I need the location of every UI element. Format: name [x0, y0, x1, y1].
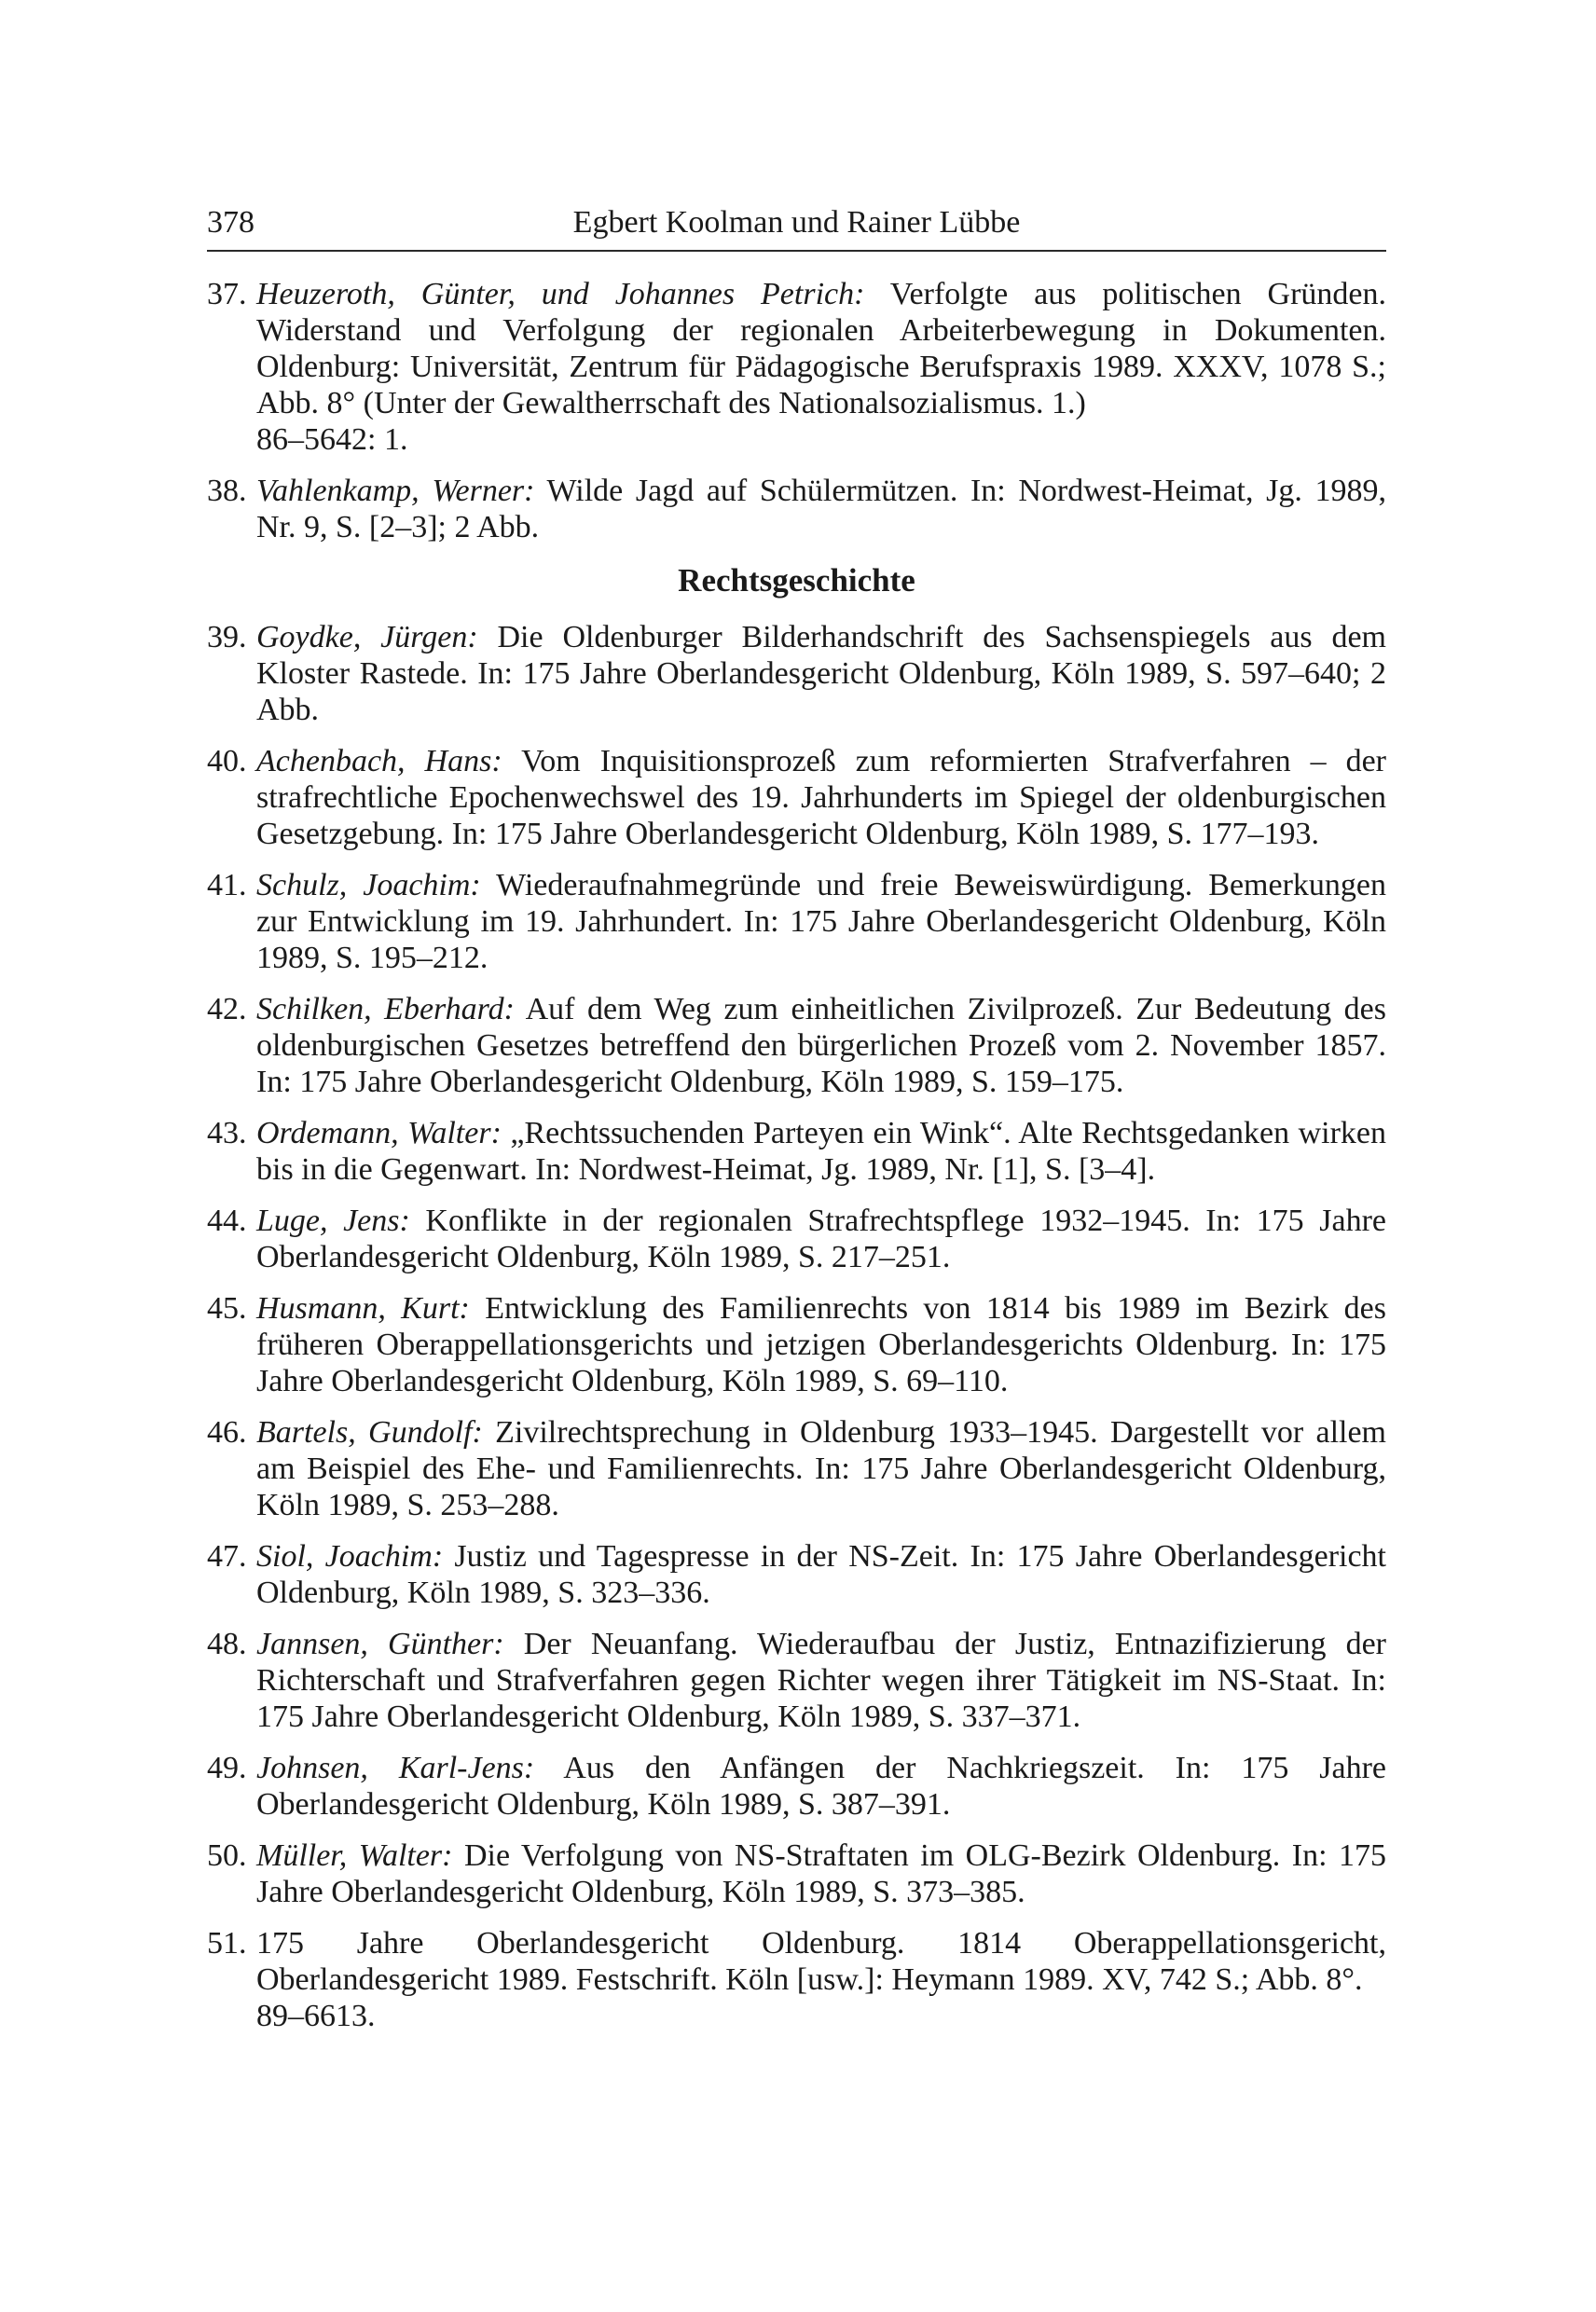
entry-text: Auf dem Weg zum einheitlichen Zivilprozeß. Zur Bedeutung des oldenburgischen Gesetzes betreffend den bürgerlichen Prozeß vom 2. November 1857. In: 175 Jahre Oberlandesgericht Oldenburg, Köln 1989, S. 159–175.: [256, 992, 1387, 1099]
page-number: 378: [207, 205, 255, 240]
entry-text: Vom Inquisitionsprozeß zum reformierten Strafverfahren – der strafrechtliche Epochenwechswel des 19. Jahrhunderts im Spiegel der oldenburgischen Gesetzgebung. In: 175 Jahre Oberlandesgericht Oldenburg, Köln 1989, S. 177–193.: [256, 744, 1386, 851]
entry-author: Ordemann, Walter:: [256, 1116, 502, 1150]
bibliography-entry: [207, 619, 1386, 728]
bibliography-entry: [207, 1203, 1386, 1275]
entry-text: Die Oldenburger Bilderhandschrift des Sachsenspiegels aus dem Kloster Rastede. In: 175 Jahre Oberlandesgericht Oldenburg, Köln 1989, S. 597–640; 2 Abb.: [256, 620, 1386, 727]
entry-number: 47.: [207, 1539, 247, 1574]
entry-author: Müller, Walter:: [256, 1838, 453, 1873]
entry-number: 43.: [207, 1116, 247, 1150]
entry-author: Goydke, Jürgen:: [256, 620, 478, 654]
entry-number: 39.: [207, 620, 247, 654]
entry-number: 40.: [207, 744, 247, 778]
entry-author: Jannsen, Günther:: [256, 1627, 504, 1661]
bibliography-entry: [207, 991, 1386, 1100]
bibliography-entry: [207, 743, 1386, 852]
bibliography-entry: [207, 1115, 1386, 1188]
entry-signature: 86–5642: 1.: [256, 422, 408, 457]
bibliography-entry: [207, 473, 1386, 545]
bibliography-entry: [207, 1626, 1386, 1735]
entry-author: Siol, Joachim:: [256, 1539, 444, 1574]
entry-text: 175 Jahre Oberlandesgericht Oldenburg. 1814 Oberappellationsgericht, Oberlandesgericht 1989. Festschrift. Köln [usw.]: Heymann 1989. XV, 742 S.; Abb. 8°.: [256, 1926, 1386, 1997]
entry-text: „Rechtssuchenden Parteyen ein Wink“. Alte Rechtsgedanken wirken bis in die Gegenwart. In: Nordwest-Heimat, Jg. 1989, Nr. [1], S. [3–4].: [256, 1116, 1387, 1187]
entry-author: Achenbach, Hans:: [256, 744, 502, 778]
entry-text: Justiz und Tagespresse in der NS-Zeit. In: 175 Jahre Oberlandesgericht Oldenburg, Köln 1989, S. 323–336.: [256, 1539, 1387, 1610]
entry-number: 49.: [207, 1751, 247, 1785]
entry-signature: 89–6613.: [256, 1999, 376, 2033]
bibliography-list: [207, 276, 1386, 2049]
entry-author: Schulz, Joachim:: [256, 868, 481, 902]
entry-author: Bartels, Gundolf:: [256, 1415, 483, 1450]
bibliography-entry: [207, 276, 1386, 458]
entry-text: Zivilrechtsprechung in Oldenburg 1933–1945. Dargestellt vor allem am Beispiel des Ehe- und Familienrechts. In: 175 Jahre Oberlandesgericht Oldenburg, Köln 1989, S. 253–288.: [256, 1415, 1386, 1522]
entry-author: Johnsen, Karl-Jens:: [256, 1751, 535, 1785]
entry-text: Wilde Jagd auf Schülermützen. In: Nordwest-Heimat, Jg. 1989, Nr. 9, S. [2–3]; 2 Abb.: [256, 474, 1386, 544]
entry-text: Verfolgte aus politischen Gründen. Widerstand und Verfolgung der regionalen Arbeiterbewegung in Dokumenten. Oldenburg: Universität, Zentrum für Pädagogische Berufspraxis 1989. XXXV, 1078 S.; Abb. 8° (Unter der Gewaltherrschaft des Nationalsozialismus. 1.): [256, 277, 1386, 420]
entry-number: 48.: [207, 1627, 247, 1661]
bibliography-entry: [207, 1837, 1386, 1910]
entry-text: Entwicklung des Familienrechts von 1814 bis 1989 im Bezirk des früheren Oberappellationsgerichts und jetzigen Oberlandesgerichts Oldenburg. In: 175 Jahre Oberlandesgericht Oldenburg, Köln 1989, S. 69–110.: [256, 1291, 1386, 1398]
entry-number: 45.: [207, 1291, 247, 1326]
entry-number: 51.: [207, 1926, 247, 1961]
entry-author: Luge, Jens:: [256, 1204, 410, 1238]
entry-text: Der Neuanfang. Wiederaufbau der Justiz, Entnazifizierung der Richterschaft und Strafverfahren gegen Richter wegen ihrer Tätigkeit im NS-Staat. In: 175 Jahre Oberlandesgericht Oldenburg, Köln 1989, S. 337–371.: [256, 1627, 1386, 1734]
entries-before: [207, 276, 1386, 545]
entry-author: Schilken, Eberhard:: [256, 992, 515, 1026]
section-heading: Rechtsgeschichte: [678, 562, 915, 599]
entry-text: Wiederaufnahmegründe und freie Beweiswürdigung. Bemerkungen zur Entwicklung im 19. Jahrhundert. In: 175 Jahre Oberlandesgericht Oldenburg, Köln 1989, S. 195–212.: [256, 868, 1386, 975]
entry-text: Die Verfolgung von NS-Straftaten im OLG-Bezirk Oldenburg. In: 175 Jahre Oberlandesgericht Oldenburg, Köln 1989, S. 373–385.: [256, 1838, 1386, 1909]
page-header: [207, 196, 1386, 252]
entry-number: 50.: [207, 1838, 247, 1873]
bibliography-entry: [207, 867, 1386, 976]
bibliography-entry: [207, 1925, 1386, 2034]
entry-text: Konflikte in der regionalen Strafrechtspflege 1932–1945. In: 175 Jahre Oberlandesgericht Oldenburg, Köln 1989, S. 217–251.: [256, 1204, 1386, 1274]
entry-author: Heuzeroth, Günter, und Johannes Petrich:: [256, 277, 865, 311]
bibliography-entry: [207, 1290, 1386, 1399]
entry-number: 38.: [207, 474, 247, 508]
entry-number: 42.: [207, 992, 247, 1026]
entry-text: Aus den Anfängen der Nachkriegszeit. In: 175 Jahre Oberlandesgericht Oldenburg, Köln 1989, S. 387–391.: [256, 1751, 1386, 1822]
bibliography-entry: [207, 1750, 1386, 1823]
entry-number: 37.: [207, 277, 247, 311]
running-head: Egbert Koolman und Rainer Lübbe: [572, 205, 1021, 240]
entry-number: 41.: [207, 868, 247, 902]
entry-author: Vahlenkamp, Werner:: [256, 474, 535, 508]
entry-author: Husmann, Kurt:: [256, 1291, 470, 1326]
entry-number: 46.: [207, 1415, 247, 1450]
entries-after: [207, 619, 1386, 2034]
bibliography-entry: [207, 1414, 1386, 1523]
bibliography-entry: [207, 1538, 1386, 1611]
entry-number: 44.: [207, 1204, 247, 1238]
